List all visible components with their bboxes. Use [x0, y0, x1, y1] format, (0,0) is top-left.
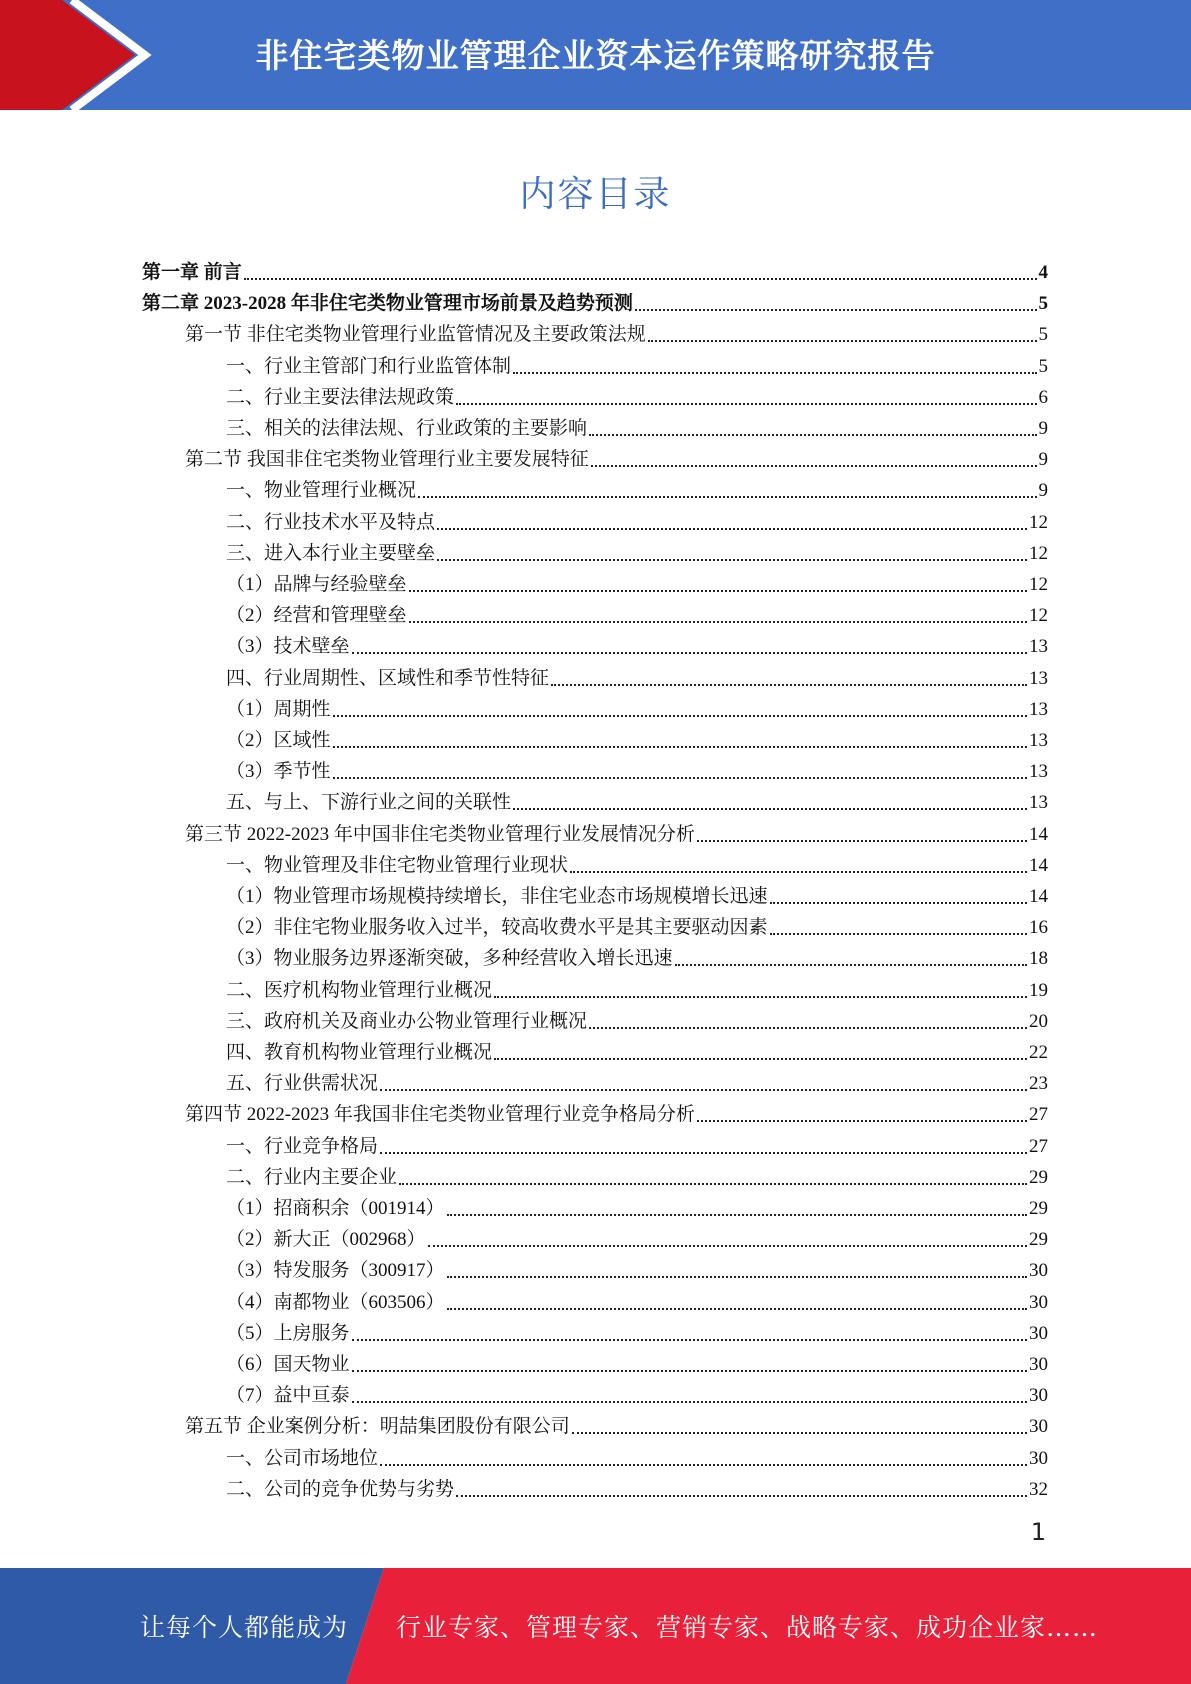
toc-entry-page: 12 [1029, 574, 1048, 595]
toc-entry-label: 二、行业技术水平及特点 [226, 511, 436, 533]
page-number: 1 [1030, 1518, 1046, 1546]
toc-entry-label: （3）物业服务边界逐渐突破，多种经营收入增长迅速 [226, 948, 673, 970]
toc-entry-page: 23 [1029, 1073, 1048, 1095]
toc-leader-dots [697, 840, 1027, 842]
toc-leader-dots [589, 434, 1036, 436]
toc-leader-dots [333, 746, 1027, 748]
toc-entry-page: 22 [1029, 1042, 1048, 1063]
toc-entry-page: 20 [1029, 1010, 1048, 1032]
toc-entry-page: 9 [1038, 418, 1048, 439]
toc-entry-label: 一、物业管理及非住宅物业管理行业现状 [226, 854, 569, 876]
toc-entry-label: （1）品牌与经验壁垒 [226, 574, 407, 595]
toc-entry-page: 4 [1038, 262, 1048, 283]
toc-entry-label: 第二节 我国非住宅类物业管理行业主要发展特征 [185, 449, 589, 471]
toc-entry[interactable] [226, 1346, 1048, 1377]
toc-leader-dots [447, 1308, 1027, 1310]
toc-entry-label: （2）非住宅物业服务收入过半，较高收费水平是其主要驱动因素 [226, 917, 768, 939]
toc-leader-dots [437, 528, 1027, 530]
toc-entry-label: （5）上房服务 [226, 1322, 350, 1344]
toc-entry-page: 13 [1029, 761, 1048, 783]
toc-entry[interactable] [185, 1096, 1048, 1127]
toc-entry[interactable] [226, 1471, 1048, 1502]
toc-entry-page: 9 [1038, 480, 1048, 502]
toc-entry-page: 30 [1029, 1447, 1048, 1469]
toc-entry-page: 5 [1038, 324, 1048, 346]
toc-entry[interactable] [185, 316, 1048, 347]
toc-entry-page: 30 [1029, 1385, 1048, 1407]
toc-leader-dots [352, 1339, 1027, 1341]
toc-entry[interactable] [185, 1408, 1048, 1439]
toc-leader-dots [244, 278, 1037, 280]
toc-entry-label: 一、公司市场地位 [226, 1447, 379, 1469]
toc-entry[interactable] [226, 628, 1048, 659]
toc-leader-dots [770, 902, 1027, 904]
toc-leader-dots [456, 403, 1036, 405]
toc-entry-label: 二、行业主要法律法规政策 [226, 386, 455, 408]
toc-entry-label: 一、行业主管部门和行业监管体制 [226, 355, 512, 377]
toc-entry[interactable] [226, 1440, 1048, 1471]
toc-entry[interactable] [226, 847, 1048, 878]
footer-band [0, 1568, 1191, 1684]
toc-entry-label: （3）季节性 [226, 761, 331, 783]
toc-entry[interactable] [226, 1252, 1048, 1283]
toc-leader-dots [570, 871, 1027, 873]
toc-entry[interactable] [226, 784, 1048, 815]
toc-entry-label: 第五节 企业案例分析：明喆集团股份有限公司 [185, 1416, 570, 1438]
toc-leader-dots [352, 1401, 1027, 1403]
toc-entry-label: （3）技术壁垒 [226, 636, 350, 658]
toc-leader-dots [333, 777, 1027, 779]
toc-leader-dots [380, 1089, 1027, 1091]
toc-entry[interactable] [226, 722, 1048, 753]
toc-leader-dots [333, 715, 1027, 717]
toc-leader-dots [513, 372, 1036, 374]
toc-leader-dots [494, 996, 1027, 998]
toc-entry-page: 29 [1029, 1166, 1048, 1188]
toc-entry-page: 13 [1029, 698, 1048, 720]
toc-entry-page: 27 [1029, 1135, 1048, 1157]
toc-entry-page: 32 [1029, 1478, 1048, 1500]
report-title: 非住宅类物业管理企业资本运作策略研究报告 [255, 35, 936, 75]
toc-entry-label: 第二章 2023-2028 年非住宅类物业管理市场前景及趋势预测 [142, 293, 633, 315]
toc-entry-label: 第一节 非住宅类物业管理行业监管情况及主要政策法规 [185, 324, 646, 346]
toc-entry[interactable] [142, 285, 1048, 316]
footer-slogan-left: 让每个人都能成为 [140, 1613, 349, 1642]
toc-entry-page: 13 [1029, 792, 1048, 814]
toc-entry[interactable] [226, 1128, 1048, 1159]
header-band [0, 0, 1191, 110]
toc-entry-page: 14 [1029, 823, 1048, 845]
toc-entry-label: 五、与上、下游行业之间的关联性 [226, 792, 512, 814]
toc-entry-label: （1）招商积余（001914） [226, 1198, 445, 1219]
toc-entry-label: （7）益中亘泰 [226, 1385, 350, 1407]
toc-entry[interactable] [226, 1315, 1048, 1346]
toc-entry[interactable] [226, 504, 1048, 535]
toc-entry[interactable] [226, 566, 1048, 597]
toc-entry[interactable] [185, 441, 1048, 472]
toc-leader-dots [409, 621, 1027, 623]
toc-entry[interactable] [226, 1065, 1048, 1096]
toc-entry-page: 16 [1029, 917, 1048, 939]
toc-leader-dots [494, 1058, 1027, 1060]
toc-entry-label: 第三节 2022-2023 年中国非住宅类物业管理行业发展情况分析 [185, 823, 695, 845]
toc-entry-label: （2）区域性 [226, 730, 331, 751]
toc-leader-dots [697, 1120, 1027, 1122]
toc-entry-label: 第一章 前言 [142, 262, 242, 283]
toc-leader-dots [380, 1464, 1027, 1466]
toc-leader-dots [572, 1432, 1027, 1434]
toc-leader-dots [399, 1183, 1027, 1185]
toc-entry[interactable] [226, 691, 1048, 722]
toc-leader-dots [635, 309, 1037, 311]
toc-leader-dots [418, 496, 1036, 498]
toc-leader-dots [456, 1495, 1027, 1497]
toc-leader-dots [447, 1214, 1027, 1216]
toc-entry-page: 29 [1029, 1229, 1048, 1251]
toc-entry[interactable] [226, 1034, 1048, 1065]
toc-entry-page: 14 [1029, 854, 1048, 876]
toc-entry[interactable] [226, 1377, 1048, 1408]
toc-entry-page: 19 [1029, 979, 1048, 1001]
toc-entry-page: 30 [1029, 1354, 1048, 1375]
toc-heading: 内容目录 [519, 174, 672, 215]
toc-leader-dots [591, 465, 1037, 467]
toc-entry[interactable] [226, 972, 1048, 1003]
toc-entry[interactable] [226, 379, 1048, 410]
toc-entry[interactable] [226, 1221, 1048, 1252]
toc-entry[interactable] [226, 909, 1048, 940]
toc-leader-dots [437, 559, 1027, 561]
toc-entry-label: 三、相关的法律法规、行业政策的主要影响 [226, 418, 588, 439]
toc-leader-dots [352, 1370, 1027, 1372]
toc-entry-label: 二、医疗机构物业管理行业概况 [226, 979, 493, 1001]
toc-entry[interactable] [226, 472, 1048, 503]
toc-entry[interactable] [226, 940, 1048, 971]
toc-entry-page: 5 [1038, 355, 1048, 377]
toc-leader-dots [513, 808, 1027, 810]
toc-entry-page: 12 [1029, 542, 1048, 564]
toc-entry-page: 14 [1029, 886, 1048, 907]
toc-entry[interactable] [226, 1159, 1048, 1190]
toc-leader-dots [380, 1152, 1027, 1154]
toc-entry-page: 12 [1029, 511, 1048, 533]
toc-entry-label: 三、进入本行业主要壁垒 [226, 542, 436, 564]
toc-leader-dots [409, 590, 1027, 592]
toc-entry-label: （6）国天物业 [226, 1354, 350, 1375]
toc-entry-label: （1）周期性 [226, 698, 331, 720]
toc-entry-label: 第四节 2022-2023 年我国非住宅类物业管理行业竞争格局分析 [185, 1104, 695, 1126]
toc-leader-dots [589, 1027, 1027, 1029]
toc-entry-label: （4）南都物业（603506） [226, 1291, 445, 1313]
toc-entry[interactable] [226, 1190, 1048, 1221]
toc-entry-label: 四、教育机构物业管理行业概况 [226, 1042, 493, 1063]
toc-entry-page: 30 [1029, 1291, 1048, 1313]
toc-entry-label: 一、行业竞争格局 [226, 1135, 379, 1157]
toc-entry-page: 30 [1029, 1322, 1048, 1344]
toc-entry-label: （3）特发服务（300917） [226, 1260, 445, 1282]
toc-entry-page: 18 [1029, 948, 1048, 970]
toc-entry[interactable] [226, 535, 1048, 566]
toc-leader-dots [352, 652, 1027, 654]
toc-entry-label: （1）物业管理市场规模持续增长，非住宅业态市场规模增长迅速 [226, 886, 768, 907]
toc-entry-label: 五、行业供需状况 [226, 1073, 379, 1095]
toc-entry[interactable] [226, 348, 1048, 379]
toc-entry[interactable] [226, 410, 1048, 441]
toc-leader-dots [551, 684, 1027, 686]
toc-entry-page: 13 [1029, 636, 1048, 658]
toc-entry-label: 二、公司的竞争优势与劣势 [226, 1478, 455, 1500]
toc-entry-label: （2）经营和管理壁垒 [226, 605, 407, 627]
toc-entry-page: 9 [1038, 449, 1048, 471]
toc-entry[interactable] [142, 254, 1048, 285]
toc-entry-page: 30 [1029, 1416, 1048, 1438]
toc-entry-page: 27 [1029, 1104, 1048, 1126]
toc-entry-label: 一、物业管理行业概况 [226, 480, 417, 502]
toc-entry-label: 三、政府机关及商业办公物业管理行业概况 [226, 1010, 588, 1032]
toc-entry[interactable] [185, 816, 1048, 847]
toc-entry[interactable] [226, 753, 1048, 784]
toc-entry-page: 13 [1029, 730, 1048, 751]
toc-entry-page: 13 [1029, 667, 1048, 689]
toc-leader-dots [447, 1276, 1027, 1278]
toc-entry-page: 29 [1029, 1198, 1048, 1219]
toc-entry[interactable] [226, 660, 1048, 691]
toc-leader-dots [675, 964, 1027, 966]
toc-leader-dots [428, 1245, 1027, 1247]
toc-entry[interactable] [226, 1284, 1048, 1315]
toc-entry-label: 四、行业周期性、区域性和季节性特征 [226, 667, 550, 689]
toc-leader-dots [770, 933, 1027, 935]
toc-entry-label: （2）新大正（002968） [226, 1229, 426, 1251]
toc-entry-page: 6 [1038, 386, 1048, 408]
toc-entry[interactable] [226, 1003, 1048, 1034]
toc-leader-dots [648, 340, 1037, 342]
footer-slogan-right: 行业专家、管理专家、营销专家、战略专家、成功企业家…… [396, 1613, 1099, 1642]
toc-entry-label: 二、行业内主要企业 [226, 1166, 398, 1188]
toc-entry-page: 5 [1038, 293, 1048, 315]
toc-entry-page: 12 [1029, 605, 1048, 627]
toc-entry-page: 30 [1029, 1260, 1048, 1282]
toc-entry[interactable] [226, 597, 1048, 628]
toc-entry[interactable] [226, 878, 1048, 909]
